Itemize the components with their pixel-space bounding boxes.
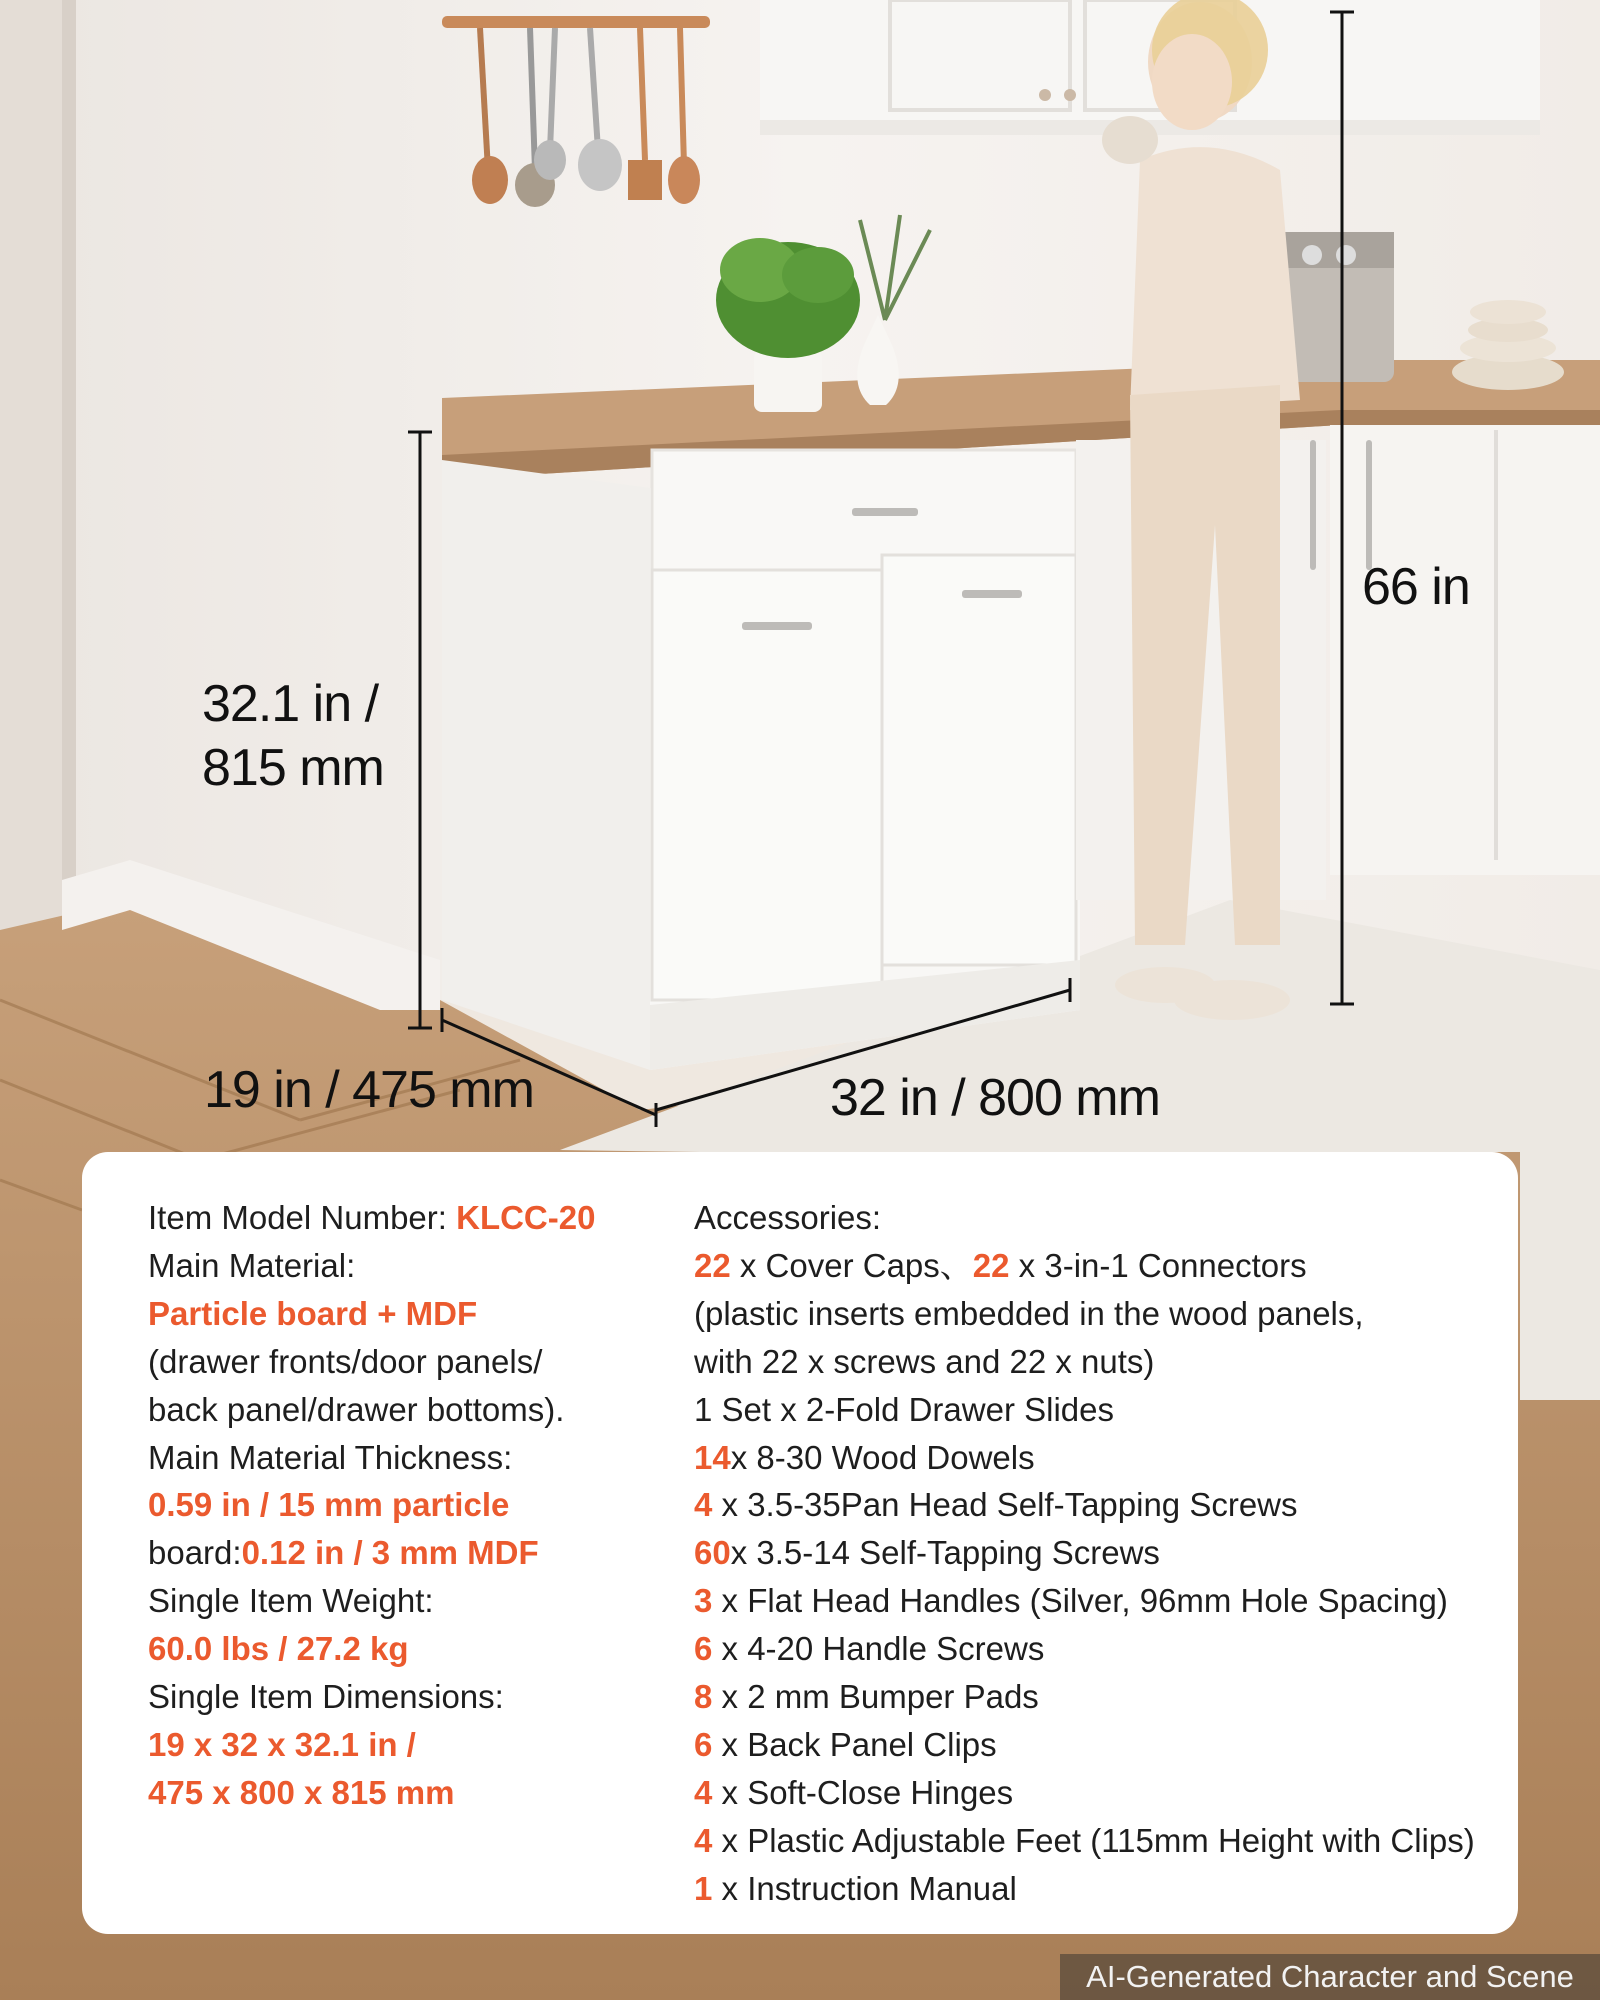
spec-text: x Instruction Manual: [712, 1869, 1017, 1907]
spec-text: Main Material Thickness:: [148, 1438, 513, 1476]
accessory-line: [694, 1529, 1504, 1577]
spec-text: 1 Set x 2-Fold Drawer Slides: [694, 1390, 1114, 1428]
spec-text: back panel/drawer bottoms).: [148, 1390, 565, 1428]
highlight-value: 14: [694, 1438, 731, 1476]
highlight-value: 60: [694, 1534, 731, 1572]
height-metric: 815 mm: [202, 739, 384, 797]
highlight-value: 475 x 800 x 815 mm: [148, 1773, 455, 1811]
highlight-value: 22: [972, 1246, 1010, 1284]
espresso-machine: [1282, 232, 1394, 382]
highlight-value: 8: [694, 1678, 713, 1716]
spec-line: [148, 1386, 648, 1434]
accessory-line: [694, 1242, 1504, 1290]
spec-line: [148, 1673, 648, 1721]
spec-text: x Back Panel Clips: [712, 1725, 997, 1763]
spec-text: (drawer fronts/door panels/: [148, 1342, 543, 1380]
highlight-value: 6: [694, 1725, 713, 1763]
spec-text: x 2 mm Bumper Pads: [712, 1678, 1039, 1716]
spec-text: with 22 x screws and 22 x nuts): [694, 1342, 1155, 1380]
spec-text: x Flat Head Handles (Silver, 96mm Hole Spacing): [712, 1582, 1448, 1620]
highlight-value: 4: [694, 1821, 713, 1859]
highlight-value: 1: [694, 1869, 713, 1907]
accessory-line: [694, 1817, 1504, 1865]
spec-line: [148, 1481, 648, 1529]
highlight-value: 4: [694, 1486, 713, 1524]
accessory-line: [694, 1577, 1504, 1625]
width-dimension-label: 32 in / 800 mm: [830, 1069, 1160, 1127]
spec-text: x Soft-Close Hinges: [712, 1773, 1014, 1811]
spec-text: x 4-20 Handle Screws: [712, 1630, 1045, 1668]
door-frame: [0, 0, 62, 930]
spec-line: [148, 1577, 648, 1625]
spec-line: [148, 1194, 648, 1242]
specifications-column: [148, 1194, 648, 1817]
spec-text: x 3-in-1 Connectors: [1009, 1246, 1307, 1284]
height-imperial: 32.1 in /: [202, 675, 379, 733]
accessory-line: [694, 1673, 1504, 1721]
spec-line: [148, 1769, 648, 1817]
spec-text: Accessories:: [694, 1199, 882, 1236]
highlight-value: 6: [694, 1630, 713, 1668]
highlight-value: 4: [694, 1773, 713, 1811]
spec-text: Single Item Weight:: [148, 1582, 434, 1620]
person-height-label: 66 in: [1362, 558, 1470, 616]
accessory-line: [694, 1290, 1504, 1338]
spec-text: Item Model Number:: [148, 1199, 457, 1236]
accessory-line: [694, 1625, 1504, 1673]
highlight-value: 0.59 in / 15 mm particle: [148, 1486, 510, 1524]
highlight-value: Particle board + MDF: [148, 1294, 478, 1332]
spec-text: Single Item Dimensions:: [148, 1678, 504, 1716]
spec-text: x 3.5-35Pan Head Self-Tapping Screws: [712, 1486, 1298, 1524]
accessory-line: [694, 1338, 1504, 1386]
height-dimension-label: [202, 672, 384, 800]
spec-line: [148, 1242, 648, 1290]
accessory-line: [694, 1386, 1504, 1434]
ai-generated-notice: AI-Generated Character and Scene: [1060, 1954, 1600, 2000]
base-cabinet: [442, 450, 1080, 1070]
spec-line: [148, 1338, 648, 1386]
highlight-value: KLCC-20: [456, 1199, 596, 1236]
spec-card: [82, 1152, 1518, 1934]
spec-text: Main Material:: [148, 1246, 356, 1284]
spec-text: x 8-30 Wood Dowels: [730, 1438, 1035, 1476]
spec-line: [148, 1625, 648, 1673]
spec-line: [148, 1290, 648, 1338]
spec-text: x Cover Caps、: [730, 1246, 973, 1284]
spec-text: x Plastic Adjustable Feet (115mm Height with Clips): [712, 1821, 1475, 1859]
spec-text: (plastic inserts embedded in the wood panels,: [694, 1294, 1364, 1332]
accessory-line: [694, 1721, 1504, 1769]
accessories-column: [694, 1194, 1504, 1913]
highlight-value: 3: [694, 1582, 713, 1620]
accessory-line: [694, 1865, 1504, 1913]
accessory-line: [694, 1481, 1504, 1529]
accessory-line: [694, 1769, 1504, 1817]
spec-text: x 3.5-14 Self-Tapping Screws: [730, 1534, 1160, 1572]
highlight-value: 22: [694, 1246, 731, 1284]
highlight-value: 19 x 32 x 32.1 in /: [148, 1725, 416, 1763]
highlight-value: 0.12 in / 3 mm MDF: [241, 1534, 539, 1572]
spec-line: [148, 1434, 648, 1482]
accessory-line: [694, 1194, 1504, 1242]
spec-line: [148, 1529, 648, 1577]
spec-line: [148, 1721, 648, 1769]
accessory-line: [694, 1434, 1504, 1482]
spec-text: board:: [148, 1534, 242, 1572]
depth-dimension-label: 19 in / 475 mm: [204, 1061, 534, 1119]
highlight-value: 60.0 lbs / 27.2 kg: [148, 1630, 409, 1668]
